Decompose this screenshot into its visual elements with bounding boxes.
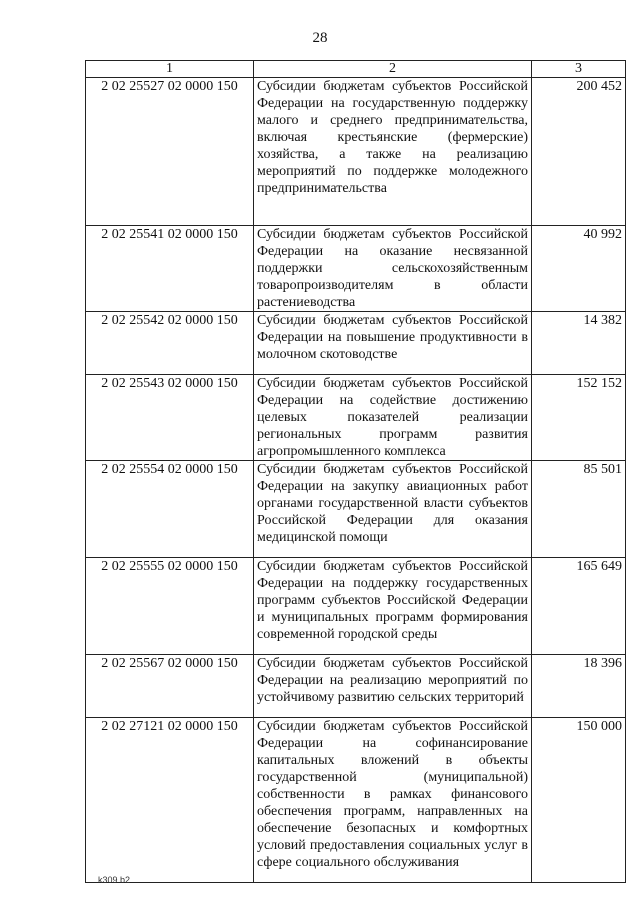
budget-code: 2 02 25543 02 0000 150 [86,375,254,461]
description: Субсидии бюджетам субъектов Российской Федерации на реализацию мероприятий по устойчивому развитию сельских территорий [254,655,532,718]
budget-code: 2 02 25555 02 0000 150 [86,558,254,655]
table-row [86,226,626,312]
document-reference: k309 b2 [98,875,131,885]
column-header-3: 3 [532,61,626,78]
table-row [86,312,626,375]
budget-code: 2 02 25527 02 0000 150 [86,78,254,226]
amount: 152 152 [532,375,626,461]
description: Субсидии бюджетам субъектов Российской Федерации на содействие достижению целевых показателей реализации региональных программ развития агропромышленного комплекса [254,375,532,461]
page-number: 28 [312,30,328,46]
budget-table [85,60,626,883]
description: Субсидии бюджетам субъектов Российской Федерации на повышение продуктивности в молочном скотоводстве [254,312,532,375]
amount: 18 396 [532,655,626,718]
table-row [86,718,626,883]
column-header-1: 1 [86,61,254,78]
amount: 150 000 [532,718,626,883]
table-row [86,78,626,226]
description: Субсидии бюджетам субъектов Российской Федерации на оказание несвязанной поддержки сельскохозяйственным товаропроизводителям в области растениеводства [254,226,532,312]
amount: 40 992 [532,226,626,312]
amount: 165 649 [532,558,626,655]
amount: 85 501 [532,461,626,558]
budget-code: 2 02 27121 02 0000 150 [86,718,254,883]
budget-code: 2 02 25567 02 0000 150 [86,655,254,718]
description: Субсидии бюджетам субъектов Российской Федерации на поддержку государственных программ субъектов Российской Федерации и муниципальных программ формирования современной городской среды [254,558,532,655]
header-row [86,61,626,78]
table-row [86,655,626,718]
amount: 14 382 [532,312,626,375]
budget-code: 2 02 25541 02 0000 150 [86,226,254,312]
description: Субсидии бюджетам субъектов Российской Федерации на государственную поддержку малого и среднего предпринимательства, включая крестьянские (фермерские) хозяйства, а также на реализацию мероприятий по поддержке молодежного предпринимательства [254,78,532,226]
table-row [86,558,626,655]
budget-code: 2 02 25542 02 0000 150 [86,312,254,375]
table-row [86,375,626,461]
amount: 200 452 [532,78,626,226]
description: Субсидии бюджетам субъектов Российской Федерации на закупку авиационных работ органами государственной власти субъектов Российской Федерации для оказания медицинской помощи [254,461,532,558]
table-row [86,461,626,558]
column-header-2: 2 [254,61,532,78]
description: Субсидии бюджетам субъектов Российской Федерации на софинансирование капитальных вложений в объекты государственной (муниципальной) собственности в рамках финансового обеспечения программ, направленных на обеспечение безопасных и комфортных условий предоставления социальных услуг в сфере социального обслуживания [254,718,532,883]
budget-code: 2 02 25554 02 0000 150 [86,461,254,558]
